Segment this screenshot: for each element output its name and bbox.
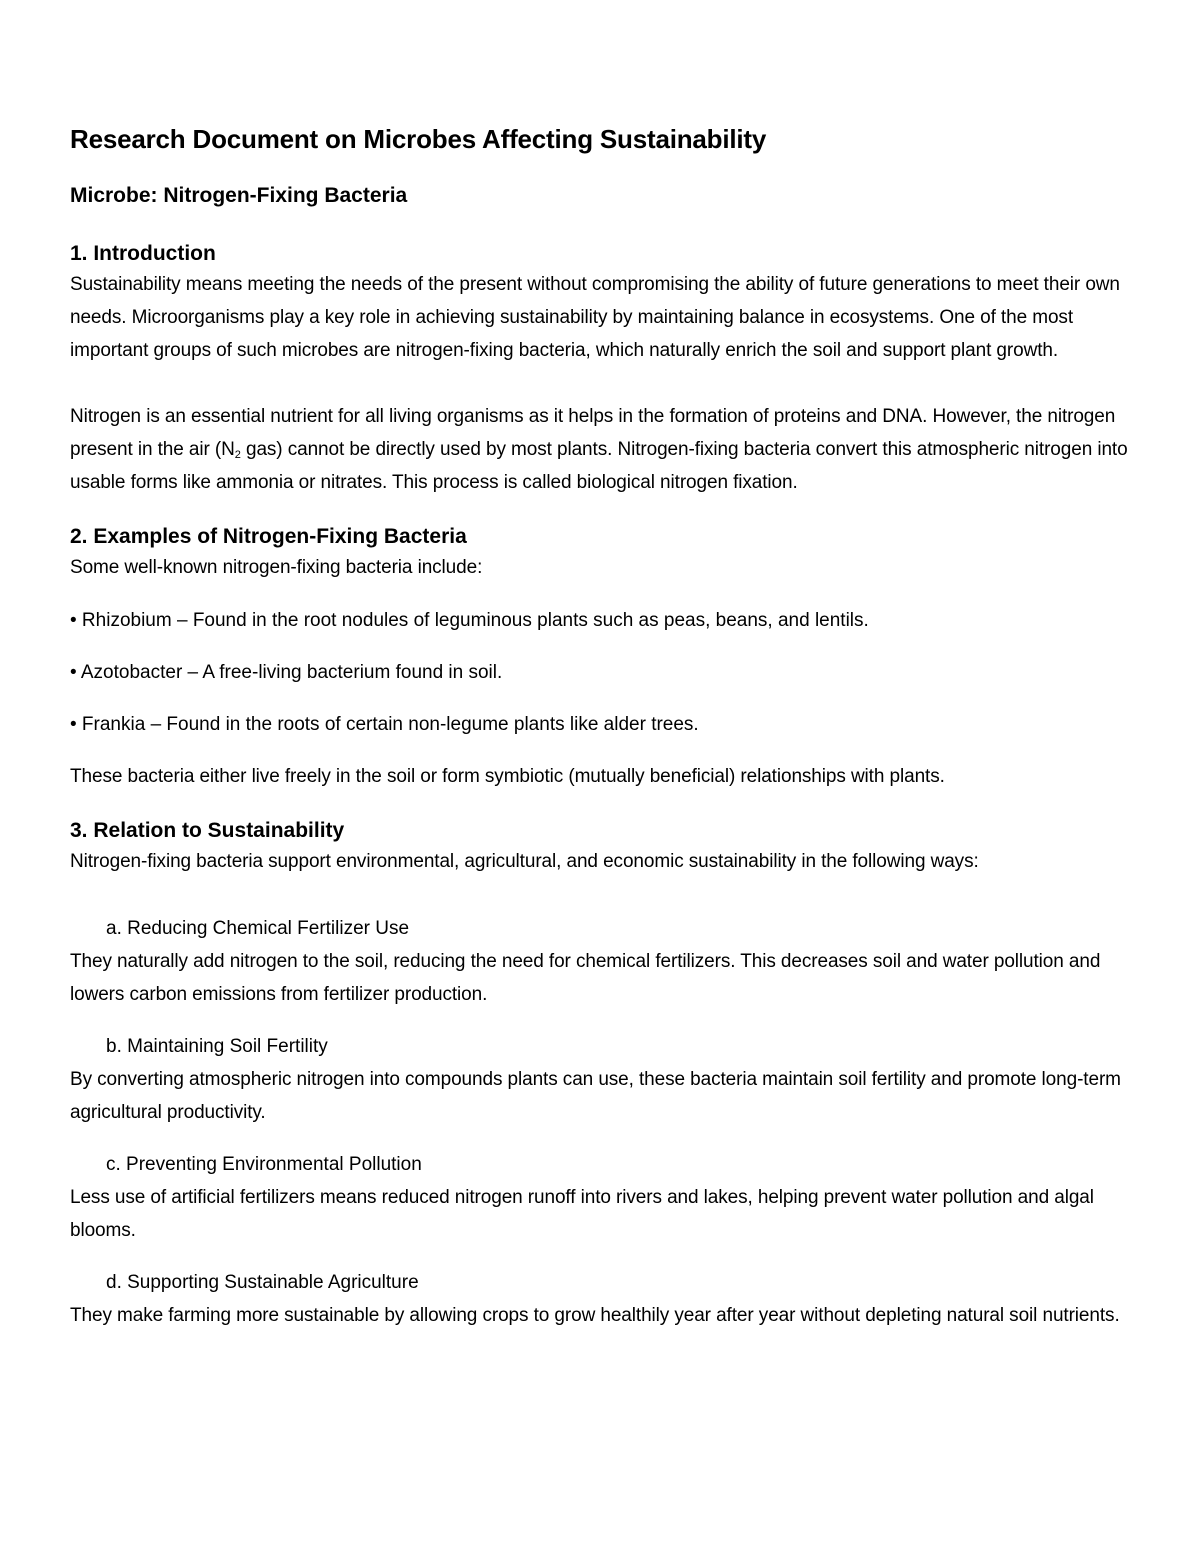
subsection-title-d: d. Supporting Sustainable Agriculture [106,1272,419,1293]
subsection-title-c: c. Preventing Environmental Pollution [106,1154,422,1175]
examples-lead: Some well-known nitrogen-fixing bacteria include: [70,557,483,578]
intro-paragraph-1: Sustainability means meeting the needs of the present without compromising the ability of future generations to meet their own needs. Microorganisms play a key role in achieving sustainability by maintaining balance in ecosystems. One of the most important groups of such microbes are nitrogen-fixing bacteria, which naturally enrich the soil and support plant growth. [70,274,1120,361]
section-heading-introduction: 1. Introduction [70,242,216,265]
intro-paragraph-2-part-b: gas) cannot be directly used by most plants. Nitrogen-fixing bacteria convert this atmospheric nitrogen into usable forms like ammonia or nitrates. This process is called biological nitrogen fixation. [70,439,1128,493]
subsection-title-b: b. Maintaining Soil Fertility [106,1036,328,1057]
relation-lead: Nitrogen-fixing bacteria support environmental, agricultural, and economic sustainability in the following ways: [70,851,979,872]
section-heading-relation: 3. Relation to Sustainability [70,819,345,842]
subsection-text-a: They naturally add nitrogen to the soil, reducing the need for chemical fertilizers. This decreases soil and water pollution and lowers carbon emissions from fertilizer production. [70,951,1101,1005]
list-item-rhizobium: • Rhizobium – Found in the root nodules of leguminous plants such as peas, beans, and lentils. [70,610,869,631]
subsection-text-b: By converting atmospheric nitrogen into compounds plants can use, these bacteria maintain soil fertility and promote long-term agricultural productivity. [70,1069,1121,1123]
intro-paragraph-2-part-a: Nitrogen is an essential nutrient for all living organisms as it helps in the formation of proteins and DNA. However, the nitrogen present in the air (N [70,406,1116,460]
microbe-subtitle: Microbe: Nitrogen-Fixing Bacteria [70,184,408,207]
document-page [70,122,1132,1332]
intro-paragraph-2 [70,400,1132,499]
subsection-text-c: Less use of artificial fertilizers means reduced nitrogen runoff into rivers and lakes, helping prevent water pollution and algal blooms. [70,1187,1094,1241]
subsection-title-a: a. Reducing Chemical Fertilizer Use [106,918,410,939]
subscript-2: 2 [234,449,241,461]
list-item-azotobacter: • Azotobacter – A free-living bacterium found in soil. [70,662,503,683]
subsection-text-d: They make farming more sustainable by allowing crops to grow healthily year after year without depleting natural soil nutrients. [70,1305,1120,1326]
list-item-frankia: • Frankia – Found in the roots of certain non-legume plants like alder trees. [70,714,699,735]
section-heading-examples: 2. Examples of Nitrogen-Fixing Bacteria [70,525,467,548]
document-title: Research Document on Microbes Affecting Sustainability [70,124,767,154]
examples-closing: These bacteria either live freely in the soil or form symbiotic (mutually beneficial) relationships with plants. [70,766,945,787]
